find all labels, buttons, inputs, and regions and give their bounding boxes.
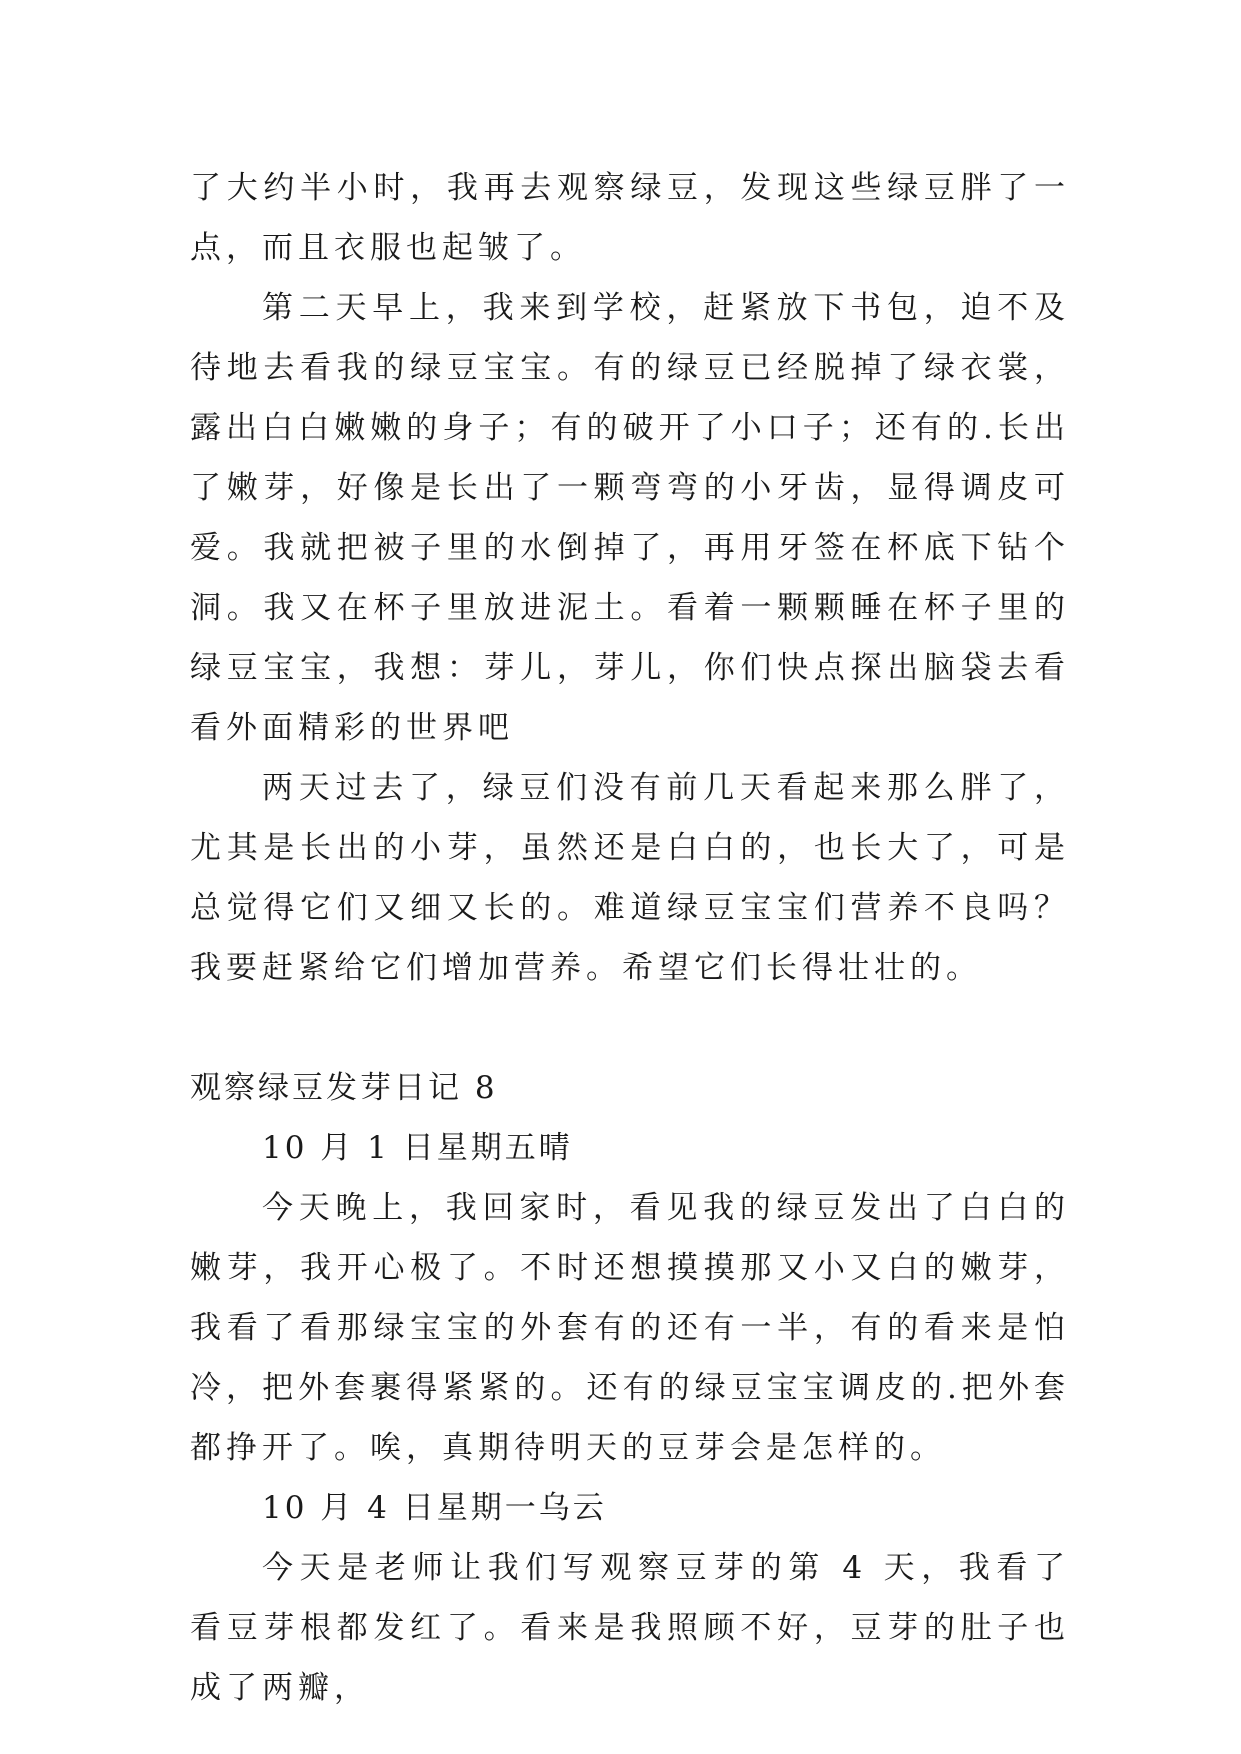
paragraph-second-day: 第二天早上，我来到学校，赶紧放下书包，迫不及待地去看我的绿豆宝宝。有的绿豆已经脱掉了绿衣裳，露出白白嫩嫩的身子；有的破开了小口子；还有的.长出了嫩芽，好像是长出了一颗弯弯的小牙齿，显得调皮可爱。我就把被子里的水倒掉了，再用牙签在杯底下钻个洞。我又在杯子里放进泥土。看着一颗颗睡在杯子里的绿豆宝宝，我想：芽儿，芽儿，你们快点探出脑袋去看看外面精彩的世界吧 xyxy=(190,290,1070,746)
entry-date-oct-1: 10 月 1 日星期五晴 xyxy=(262,1130,573,1166)
entry-date-oct-4: 10 月 4 日星期一乌云 xyxy=(262,1490,607,1526)
diary-heading: 观察绿豆发芽日记 8 xyxy=(190,1070,498,1106)
paragraph-two-days-later: 两天过去了，绿豆们没有前几天看起来那么胖了，尤其是长出的小芽，虽然还是白白的，也长大了，可是总觉得它们又细又长的。难道绿豆宝宝们营养不良吗？我要赶紧给它们增加营养。希望它们长得壮壮的。 xyxy=(190,770,1070,986)
document-body xyxy=(190,158,1070,1718)
entry-text-oct-1: 今天晚上，我回家时，看见我的绿豆发出了白白的嫩芽，我开心极了。不时还想摸摸那又小又白的嫩芽，我看了看那绿宝宝的外套有的还有一半，有的看来是怕冷，把外套裹得紧紧的。还有的绿豆宝宝调皮的.把外套都挣开了。唉，真期待明天的豆芽会是怎样的。 xyxy=(190,1190,1070,1466)
paragraph-continuation: 了大约半小时，我再去观察绿豆，发现这些绿豆胖了一点，而且衣服也起皱了。 xyxy=(190,170,1070,266)
entry-text-oct-4: 今天是老师让我们写观察豆芽的第 4 天，我看了看豆芽根都发红了。看来是我照顾不好，豆芽的肚子也成了两瓣， xyxy=(190,1550,1070,1706)
